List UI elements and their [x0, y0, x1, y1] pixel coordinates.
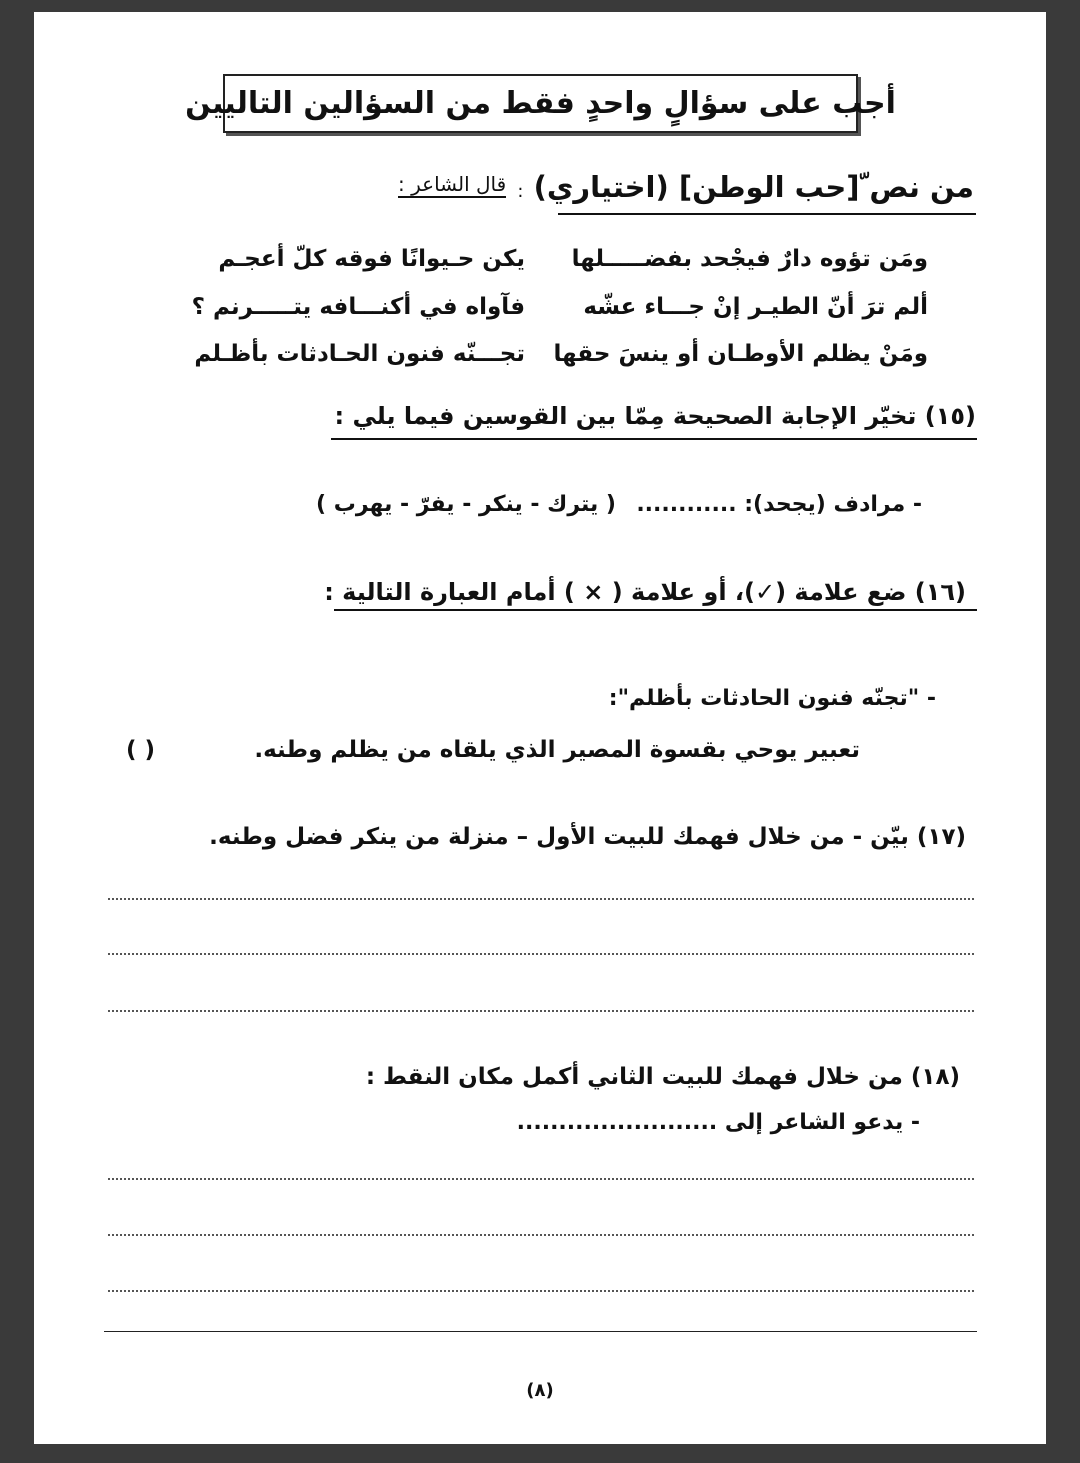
q16-heading: (١٦) ضع علامة (✓)، أو علامة ( × ) أمام العبارة التالية : [324, 578, 966, 606]
q15-underline [331, 438, 977, 440]
q16-statement: تعبير يوحي بقسوة المصير الذي يلقاه من يظلم وطنه. [254, 737, 860, 763]
q18-answer-line-2[interactable] [108, 1234, 974, 1236]
footer-rule [104, 1331, 977, 1332]
page-title-text: أجب على سؤالٍ واحدٍ فقط من السؤالين التاليين [185, 86, 896, 121]
section-colon: : [517, 181, 524, 202]
q15-item: - مرادف (يجحد): ............ [636, 492, 922, 517]
q18-answer-line-3[interactable] [108, 1290, 974, 1292]
section-tag: (اختياري) [533, 170, 669, 204]
section-label: من نص ّ[حب الوطن] [678, 170, 974, 204]
exam-page [34, 12, 1046, 1444]
section-heading [517, 170, 974, 204]
verse-3-left: تجـــنّه فنون الحـادثات بأظـلم [194, 341, 525, 367]
verse-3-right: ومَنْ يظلم الأوطـان أو ينسَ حقها [553, 341, 928, 367]
q18-item: - يدعو الشاعر إلى ........................ [516, 1110, 920, 1135]
verse-1-left: يكن حـيوانًا فوقه كلّ أعجـم [218, 246, 525, 272]
verse-2-left: فآواه في أكنـــافه يتـــــرنم ؟ [191, 294, 525, 320]
q17-heading: (١٧) بيّن - من خلال فهمك للبيت الأول – منزلة من ينكر فضل وطنه. [209, 824, 966, 850]
section-heading-underline [558, 213, 976, 215]
q16-quote: - "تجنّه فنون الحادثات بأظلم": [608, 686, 936, 711]
page-title [185, 74, 896, 133]
page-number: (٨) [526, 1380, 554, 1401]
verse-1-right: ومَن تؤوه دارٌ فيجْحد بفضـــــلها [571, 246, 928, 272]
q15-heading: (١٥) تخيّر الإجابة الصحيحة مِمّا بين القوسين فيما يلي : [334, 402, 976, 430]
q17-answer-line-2[interactable] [108, 953, 974, 955]
q16-underline [334, 609, 977, 611]
q17-answer-line-1[interactable] [108, 898, 974, 900]
poet-said-label: قال الشاعر : [398, 172, 507, 196]
verse-2-right: ألم ترَ أنّ الطيـر إنْ جـــاء عشّه [583, 294, 928, 320]
q18-answer-line-1[interactable] [108, 1178, 974, 1180]
q17-answer-line-3[interactable] [108, 1010, 974, 1012]
q15-options: ( يترك - ينكر - يفرّ - يهرب ) [316, 492, 616, 517]
q18-heading: (١٨) من خلال فهمك للبيت الثاني أكمل مكان النقط : [365, 1064, 960, 1090]
q16-answer-box[interactable]: ( ) [126, 737, 156, 763]
